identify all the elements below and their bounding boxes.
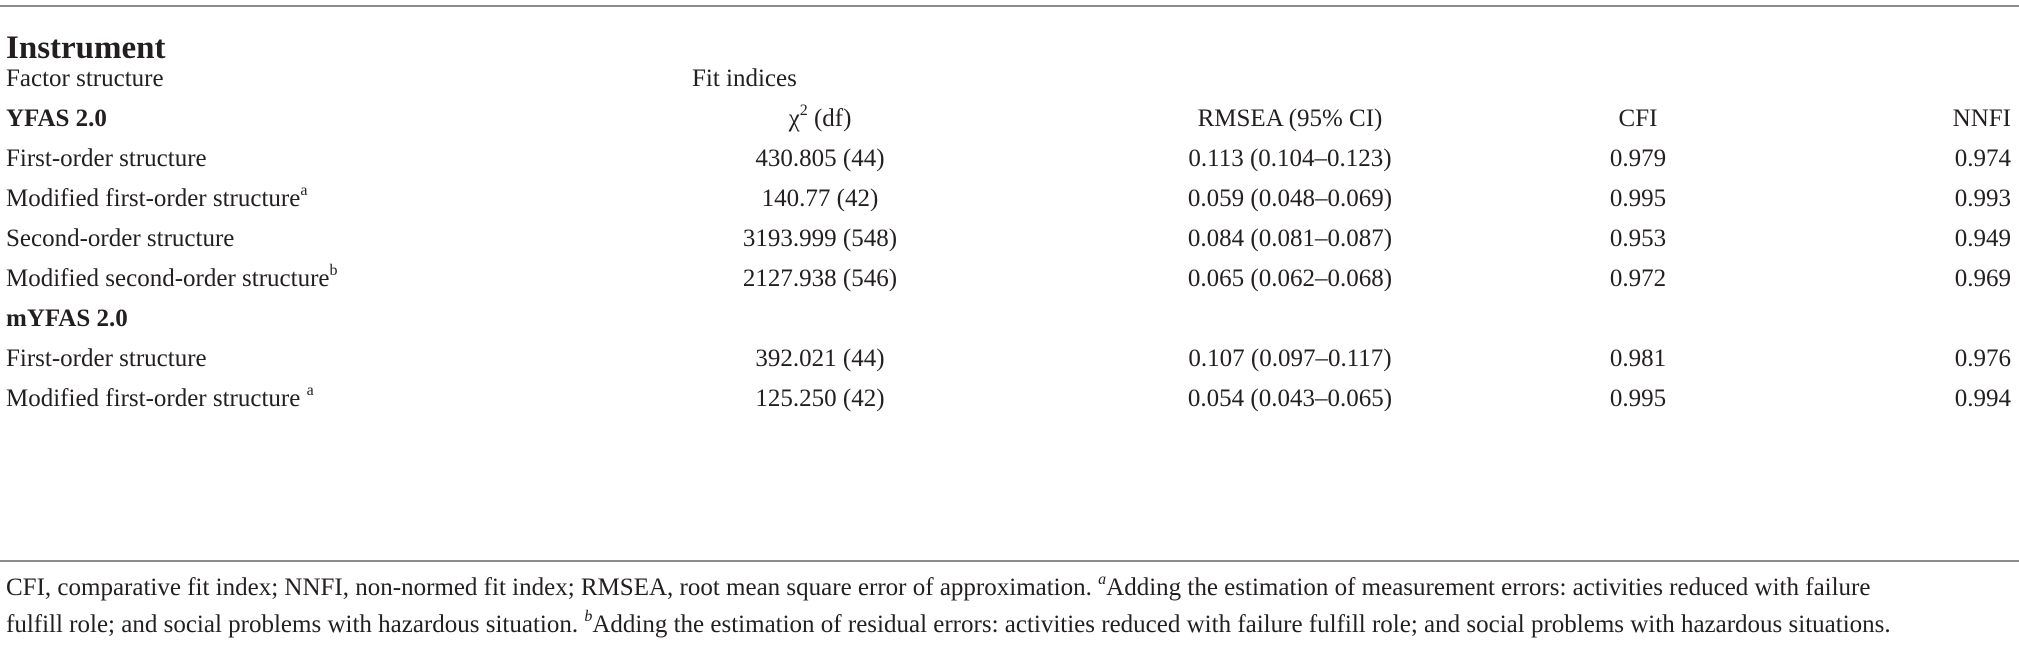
- row-structure: Second-order structure: [6, 225, 235, 252]
- row-structure: Modified second-order structure$^b$: [6, 261, 338, 292]
- header-cfi: CFI: [1618, 105, 1658, 132]
- row-nnfi: 0.969: [1954, 265, 2011, 292]
- column-header-factor-structure: Factor structure: [6, 65, 164, 92]
- row-structure: First-order structure: [6, 345, 207, 372]
- row-cfi: 0.995: [1609, 385, 1667, 412]
- row-cfi: 0.972: [1609, 265, 1667, 292]
- row-nnfi: 0.976: [1954, 345, 2011, 372]
- row-chi-square: 125.250 (42): [755, 385, 885, 412]
- footnote-line-2: fulfill role; and social problems with hazardous situation. $^b$Adding the estimation of residual errors: activities reduced with failure fulfill role; and social problems with hazardous situations.: [6, 607, 1891, 638]
- header-nnfi: NNFI: [1952, 105, 2011, 132]
- row-chi-square: 392.021 (44): [755, 345, 885, 372]
- row-nnfi: 0.993: [1954, 185, 2011, 212]
- row-cfi: 0.979: [1609, 145, 1667, 172]
- table-title: Instrument: [6, 30, 166, 66]
- row-structure: First-order structure: [6, 145, 207, 172]
- row-rmsea: 0.084 (0.081–0.087): [1187, 225, 1393, 252]
- row-chi-square: 2127.938 (546): [742, 265, 898, 292]
- header-rmsea: RMSEA (95% CI): [1197, 105, 1383, 132]
- row-rmsea: 0.113 (0.104–0.123): [1188, 145, 1392, 172]
- group-label-myfas: mYFAS 2.0: [6, 305, 128, 332]
- row-cfi: 0.981: [1609, 345, 1667, 372]
- column-header-fit-indices: Fit indices: [692, 65, 797, 92]
- row-chi-square: 430.805 (44): [755, 145, 885, 172]
- row-nnfi: 0.949: [1954, 225, 2011, 252]
- footnote-line-1: CFI, comparative fit index; NNFI, non-normed fit index; RMSEA, root mean square error of approximation. $^a$Adding the estimation of measurement errors: activities reduced with failure: [6, 570, 1871, 601]
- row-rmsea: 0.065 (0.062–0.068): [1187, 265, 1393, 292]
- row-nnfi: 0.974: [1954, 145, 2011, 172]
- row-cfi: 0.995: [1609, 185, 1667, 212]
- row-structure: Modified first-order structure $^a$: [6, 381, 314, 412]
- row-chi-square: 140.77 (42): [761, 185, 879, 212]
- top-rule: [0, 5, 2019, 7]
- group-label-yfas: YFAS 2.0: [6, 105, 107, 132]
- row-rmsea: 0.054 (0.043–0.065): [1187, 385, 1393, 412]
- row-structure: Modified first-order structure$^a$: [6, 181, 308, 212]
- table-footnote: [6, 569, 2016, 643]
- header-chi-square: $\chi^2$ (df): [788, 101, 852, 132]
- bottom-rule: [0, 560, 2019, 562]
- row-rmsea: 0.059 (0.048–0.069): [1187, 185, 1393, 212]
- row-cfi: 0.953: [1609, 225, 1667, 252]
- row-chi-square: 3193.999 (548): [742, 225, 898, 252]
- row-nnfi: 0.994: [1954, 385, 2011, 412]
- row-rmsea: 0.107 (0.097–0.117): [1188, 345, 1392, 372]
